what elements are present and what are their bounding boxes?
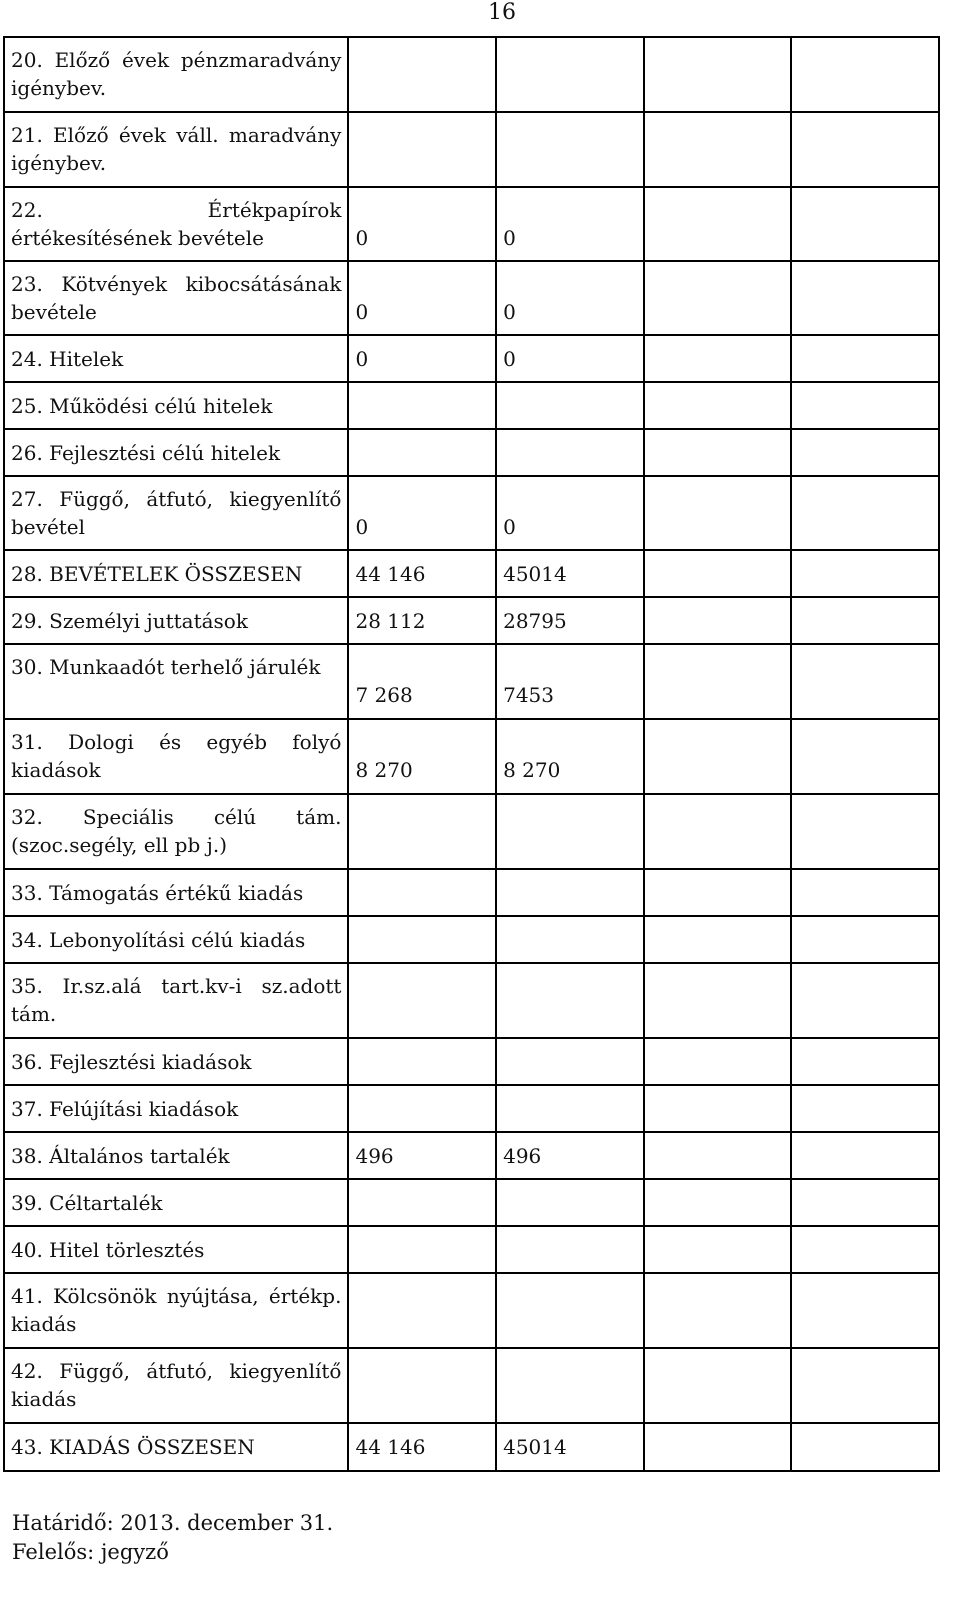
value-original <box>355 430 489 439</box>
value-cell-original <box>348 382 496 429</box>
empty-cell <box>791 1038 939 1085</box>
empty-cell <box>644 1085 792 1132</box>
table-row <box>4 1226 939 1273</box>
value-cell-modified <box>496 916 644 963</box>
row-label-cell <box>4 1085 348 1132</box>
value-modified: 45014 <box>503 562 567 586</box>
value-cell-modified <box>496 1038 644 1085</box>
row-label-cell <box>4 261 348 335</box>
value-cell-original <box>348 1038 496 1085</box>
value-original <box>355 113 489 149</box>
value-original: 0 <box>355 347 369 371</box>
row-label-cell <box>4 1273 348 1348</box>
empty-cell <box>791 597 939 644</box>
row-label-cell <box>4 644 348 719</box>
value-original <box>355 870 489 879</box>
value-modified: 45014 <box>503 1435 567 1459</box>
value-modified: 7453 <box>503 683 554 707</box>
value-original: 28 112 <box>355 609 426 633</box>
table-row <box>4 429 939 476</box>
value-cell-modified <box>496 1348 644 1423</box>
empty-cell <box>644 869 792 916</box>
row-label-cell <box>4 382 348 429</box>
table-row <box>4 869 939 916</box>
row-label: 41. Kölcsönök nyújtása, értékp. kiadás <box>11 1284 342 1336</box>
value-original <box>355 1227 489 1236</box>
row-label-cell <box>4 335 348 382</box>
value-cell-modified <box>496 644 644 719</box>
value-modified <box>503 38 637 74</box>
empty-cell <box>791 1226 939 1273</box>
row-label: 32. Speciális célú tám. (szoc.segély, ell pb j.) <box>11 805 342 857</box>
value-cell-original <box>348 1348 496 1423</box>
row-label-cell <box>4 719 348 794</box>
empty-cell <box>791 382 939 429</box>
empty-cell <box>791 1179 939 1226</box>
value-cell-original <box>348 916 496 963</box>
value-original: 8 270 <box>355 758 413 782</box>
table-row <box>4 261 939 335</box>
value-cell-original <box>348 37 496 112</box>
row-label-cell <box>4 37 348 112</box>
empty-cell <box>644 112 792 187</box>
value-cell-original <box>348 429 496 476</box>
value-modified: 0 <box>503 515 516 539</box>
value-original <box>355 1274 489 1310</box>
table-row <box>4 37 939 112</box>
value-cell-original <box>348 1085 496 1132</box>
empty-cell <box>791 476 939 550</box>
row-label: 36. Fejlesztési kiadások <box>11 1050 252 1074</box>
value-original: 0 <box>355 226 369 250</box>
row-label-cell <box>4 1132 348 1179</box>
value-original <box>355 964 489 1000</box>
value-cell-modified <box>496 187 644 261</box>
value-cell-modified <box>496 550 644 597</box>
empty-cell <box>644 261 792 335</box>
budget-table <box>3 36 940 1472</box>
empty-cell <box>791 1132 939 1179</box>
row-label: 42. Függő, átfutó, kiegyenlítő kiadás <box>11 1359 342 1411</box>
value-cell-original <box>348 794 496 869</box>
value-cell-original <box>348 597 496 644</box>
value-cell-modified <box>496 719 644 794</box>
table-row <box>4 1085 939 1132</box>
table-row <box>4 597 939 644</box>
row-label: 24. Hitelek <box>11 347 124 371</box>
row-label: 26. Fejlesztési célú hitelek <box>11 441 281 465</box>
empty-cell <box>791 1423 939 1471</box>
value-modified <box>503 1349 637 1385</box>
empty-cell <box>644 382 792 429</box>
table-row <box>4 382 939 429</box>
value-cell-modified <box>496 1423 644 1471</box>
row-label: 29. Személyi juttatások <box>11 609 248 633</box>
value-cell-original <box>348 187 496 261</box>
row-label-cell <box>4 794 348 869</box>
table-row <box>4 719 939 794</box>
empty-cell <box>791 869 939 916</box>
empty-cell <box>791 37 939 112</box>
value-cell-original <box>348 963 496 1038</box>
empty-cell <box>644 1132 792 1179</box>
value-cell-original <box>348 261 496 335</box>
value-cell-original <box>348 1423 496 1471</box>
row-label: 23. Kötvények kibocsátásának bevétele <box>11 272 342 324</box>
row-label-cell <box>4 869 348 916</box>
value-original: 0 <box>355 300 369 324</box>
empty-cell <box>644 429 792 476</box>
table-row <box>4 1348 939 1423</box>
value-modified <box>503 1274 637 1310</box>
empty-cell <box>644 1348 792 1423</box>
value-modified <box>503 1086 637 1095</box>
row-label: 38. Általános tartalék <box>11 1144 230 1168</box>
value-modified: 0 <box>503 347 516 371</box>
value-original <box>355 1349 489 1385</box>
value-original <box>355 917 489 926</box>
row-label-cell <box>4 1423 348 1471</box>
value-cell-original <box>348 1226 496 1273</box>
empty-cell <box>791 261 939 335</box>
value-cell-modified <box>496 261 644 335</box>
value-original <box>355 795 489 831</box>
row-label-cell <box>4 1348 348 1423</box>
empty-cell <box>644 644 792 719</box>
row-label-cell <box>4 476 348 550</box>
value-modified: 28795 <box>503 609 567 633</box>
value-modified: 496 <box>503 1144 542 1168</box>
value-modified <box>503 430 637 439</box>
row-label-cell <box>4 550 348 597</box>
budget-table-body <box>4 37 939 1471</box>
empty-cell <box>791 916 939 963</box>
value-cell-original <box>348 1132 496 1179</box>
empty-cell <box>791 112 939 187</box>
empty-cell <box>644 963 792 1038</box>
value-modified <box>503 1180 637 1189</box>
table-row <box>4 187 939 261</box>
empty-cell <box>791 429 939 476</box>
row-label-cell <box>4 1226 348 1273</box>
empty-cell <box>791 335 939 382</box>
table-row <box>4 476 939 550</box>
row-label: 40. Hitel törlesztés <box>11 1238 205 1262</box>
empty-cell <box>644 1038 792 1085</box>
value-modified <box>503 383 637 392</box>
table-row <box>4 794 939 869</box>
value-modified <box>503 870 637 879</box>
value-original <box>355 1180 489 1189</box>
value-modified: 0 <box>503 300 516 324</box>
value-modified <box>503 917 637 926</box>
row-label: 31. Dologi és egyéb folyó kiadások <box>11 730 342 782</box>
value-original: 496 <box>355 1144 394 1168</box>
row-label: 27. Függő, átfutó, kiegyenlítő bevétel <box>11 487 342 539</box>
value-original: 44 146 <box>355 1435 426 1459</box>
table-row <box>4 550 939 597</box>
table-row <box>4 644 939 719</box>
row-label-cell <box>4 1179 348 1226</box>
value-original <box>355 38 489 74</box>
row-label-cell <box>4 597 348 644</box>
empty-cell <box>644 476 792 550</box>
table-row <box>4 1038 939 1085</box>
value-modified: 8 270 <box>503 758 561 782</box>
value-cell-original <box>348 644 496 719</box>
empty-cell <box>644 1423 792 1471</box>
value-cell-original <box>348 335 496 382</box>
value-cell-original <box>348 719 496 794</box>
empty-cell <box>644 187 792 261</box>
empty-cell <box>644 1179 792 1226</box>
empty-cell <box>791 550 939 597</box>
row-label-cell <box>4 916 348 963</box>
table-row <box>4 335 939 382</box>
value-cell-modified <box>496 1132 644 1179</box>
empty-cell <box>644 550 792 597</box>
deadline-text: Határidő: 2013. december 31. <box>12 1511 334 1535</box>
value-cell-modified <box>496 476 644 550</box>
page-number: 16 <box>488 0 516 25</box>
responsible-text: Felelős: jegyző <box>12 1540 169 1564</box>
empty-cell <box>644 1226 792 1273</box>
row-label: 43. KIADÁS ÖSSZESEN <box>11 1435 255 1459</box>
value-cell-modified <box>496 335 644 382</box>
row-label: 35. Ir.sz.alá tart.kv-i sz.adott tám. <box>11 974 342 1026</box>
value-cell-original <box>348 550 496 597</box>
row-label: 30. Munkaadót terhelő járulék <box>11 655 321 679</box>
value-cell-modified <box>496 597 644 644</box>
value-cell-modified <box>496 1226 644 1273</box>
value-original <box>355 1039 489 1048</box>
value-cell-modified <box>496 112 644 187</box>
row-label: 25. Működési célú hitelek <box>11 394 273 418</box>
row-label-cell <box>4 1038 348 1085</box>
value-cell-original <box>348 1179 496 1226</box>
value-modified <box>503 1039 637 1048</box>
value-original <box>355 383 489 392</box>
empty-cell <box>791 1273 939 1348</box>
row-label-cell <box>4 429 348 476</box>
row-label-cell <box>4 187 348 261</box>
table-row <box>4 1179 939 1226</box>
value-modified <box>503 964 637 1000</box>
row-label: 22. Értékpapírok értékesítésének bevétele <box>11 198 342 250</box>
empty-cell <box>791 794 939 869</box>
row-label: 37. Felújítási kiadások <box>11 1097 239 1121</box>
value-cell-modified <box>496 382 644 429</box>
value-modified <box>503 795 637 831</box>
empty-cell <box>791 719 939 794</box>
empty-cell <box>791 644 939 719</box>
row-label: 33. Támogatás értékű kiadás <box>11 881 304 905</box>
value-original: 0 <box>355 515 369 539</box>
value-cell-modified <box>496 37 644 112</box>
value-cell-modified <box>496 1179 644 1226</box>
value-cell-modified <box>496 429 644 476</box>
empty-cell <box>791 963 939 1038</box>
empty-cell <box>644 597 792 644</box>
table-row <box>4 112 939 187</box>
row-label-cell <box>4 963 348 1038</box>
empty-cell <box>644 37 792 112</box>
row-label: 20. Előző évek pénzmaradvány igénybev. <box>11 48 342 100</box>
empty-cell <box>791 1085 939 1132</box>
empty-cell <box>644 1273 792 1348</box>
value-original: 44 146 <box>355 562 426 586</box>
value-cell-modified <box>496 1273 644 1348</box>
row-label-cell <box>4 112 348 187</box>
row-label: 28. BEVÉTELEK ÖSSZESEN <box>11 562 303 586</box>
table-row <box>4 1423 939 1471</box>
empty-cell <box>791 1348 939 1423</box>
table-row <box>4 1273 939 1348</box>
value-cell-modified <box>496 869 644 916</box>
value-modified <box>503 113 637 149</box>
table-row <box>4 1132 939 1179</box>
value-cell-modified <box>496 794 644 869</box>
row-label: 39. Céltartalék <box>11 1191 163 1215</box>
empty-cell <box>644 719 792 794</box>
value-cell-original <box>348 112 496 187</box>
table-row <box>4 963 939 1038</box>
row-label: 21. Előző évek váll. maradvány igénybev. <box>11 123 342 175</box>
empty-cell <box>644 916 792 963</box>
value-original: 7 268 <box>355 683 413 707</box>
value-original <box>355 1086 489 1095</box>
value-cell-modified <box>496 1085 644 1132</box>
row-label: 34. Lebonyolítási célú kiadás <box>11 928 306 952</box>
table-row <box>4 916 939 963</box>
empty-cell <box>644 335 792 382</box>
value-cell-original <box>348 1273 496 1348</box>
empty-cell <box>644 794 792 869</box>
value-cell-modified <box>496 963 644 1038</box>
value-cell-original <box>348 869 496 916</box>
value-modified: 0 <box>503 226 516 250</box>
empty-cell <box>791 187 939 261</box>
value-cell-original <box>348 476 496 550</box>
value-modified <box>503 1227 637 1236</box>
